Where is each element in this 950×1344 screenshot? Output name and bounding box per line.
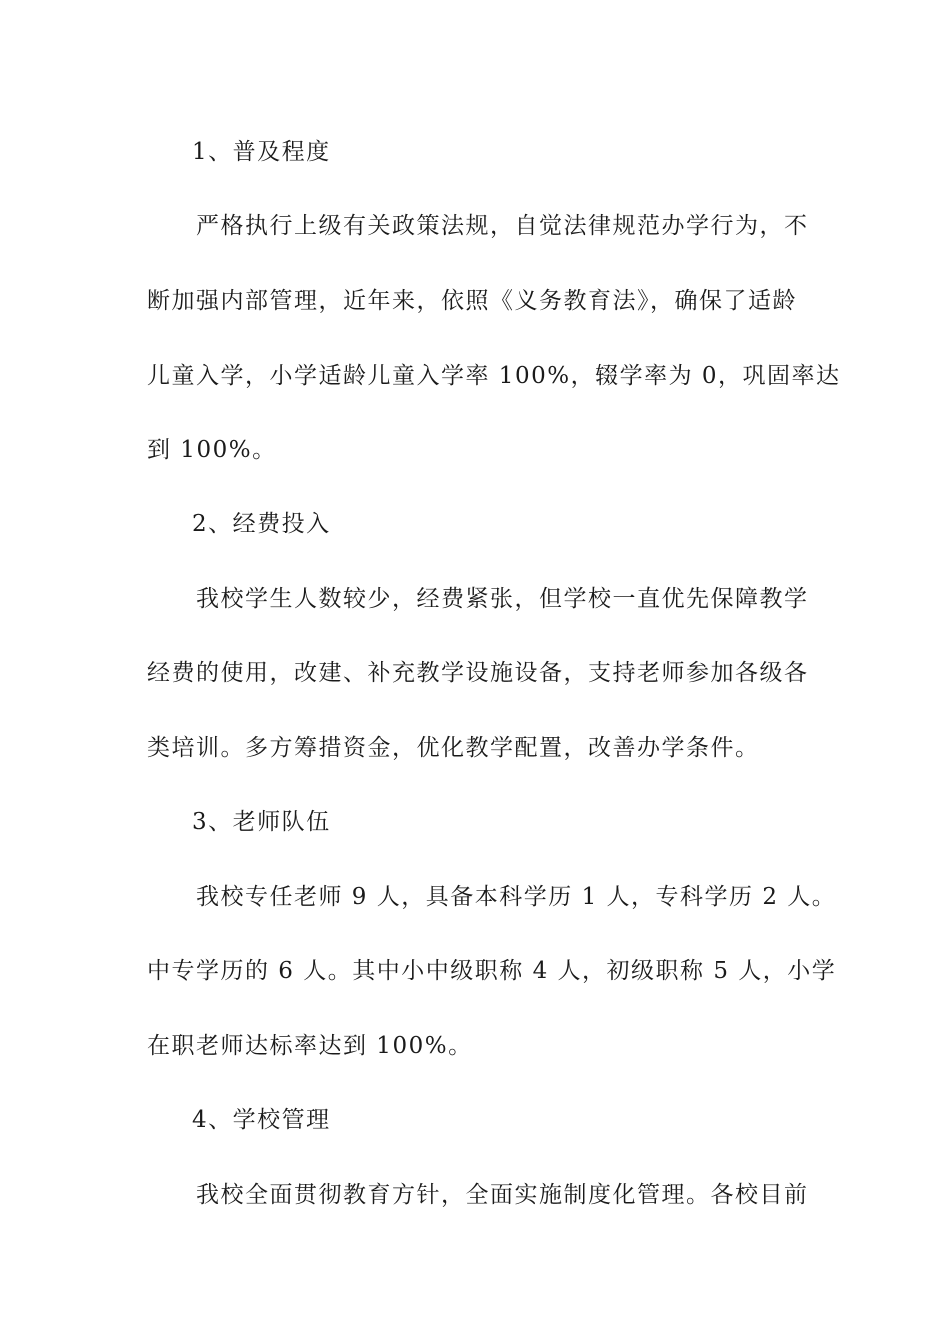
paragraph-line: 类培训。多方筹措资金，优化教学配置，改善办学条件。 <box>147 735 760 761</box>
section-heading-4: 4、学校管理 <box>192 1107 331 1133</box>
paragraph-line: 在职老师达标率达到 100%。 <box>147 1033 473 1059</box>
section-heading-2: 2、经费投入 <box>192 511 331 537</box>
section-heading-3: 3、老师队伍 <box>192 809 331 835</box>
paragraph-line: 我校学生人数较少，经费紧张，但学校一直优先保障教学 <box>196 586 809 612</box>
paragraph-line: 严格执行上级有关政策法规，自觉法律规范办学行为，不 <box>196 213 809 239</box>
paragraph-line: 中专学历的 6 人。其中小中级职称 4 人，初级职称 5 人，小学 <box>147 958 837 984</box>
paragraph-line: 我校全面贯彻教育方针，全面实施制度化管理。各校目前 <box>196 1182 809 1208</box>
paragraph-line: 我校专任老师 9 人，具备本科学历 1 人，专科学历 2 人。 <box>196 884 837 910</box>
section-heading-1: 1、普及程度 <box>192 139 331 165</box>
paragraph-line: 断加强内部管理，近年来，依照《义务教育法》，确保了适龄 <box>147 288 797 314</box>
paragraph-line: 儿童入学，小学适龄儿童入学率 100%，辍学率为 0，巩固率达 <box>147 363 841 389</box>
paragraph-line: 到 100%。 <box>147 437 277 463</box>
paragraph-line: 经费的使用，改建、补充教学设施设备，支持老师参加各级各 <box>147 660 809 686</box>
